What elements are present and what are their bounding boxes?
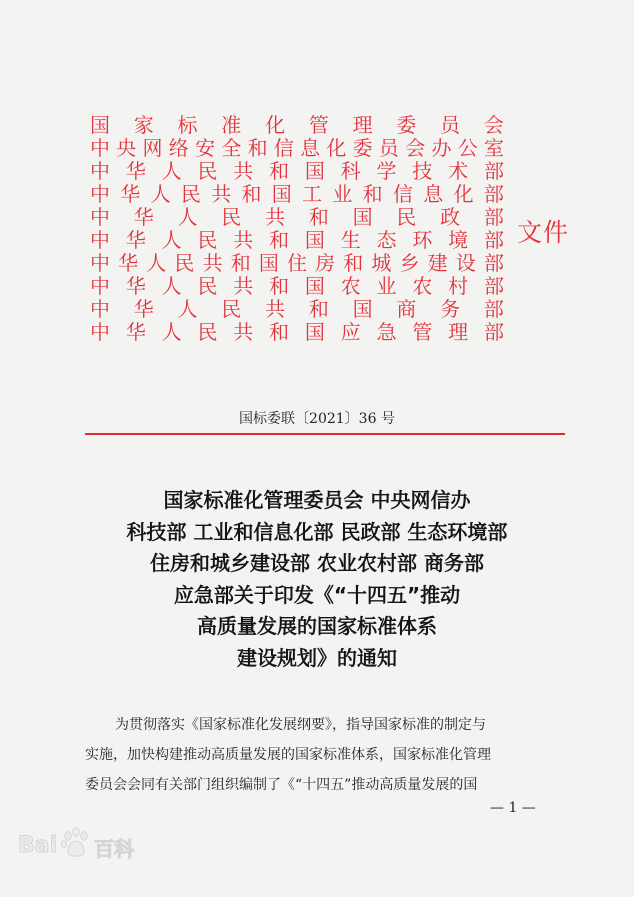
issuer-name bbox=[90, 206, 504, 229]
paw-logo-icon bbox=[60, 826, 92, 860]
issuer-char: 术 bbox=[448, 159, 469, 183]
issuer-char: 和 bbox=[269, 320, 290, 344]
issuer-name bbox=[90, 229, 504, 252]
document-number: 国标委联〔2021〕36 号 bbox=[239, 411, 395, 427]
issuer-char: 中 bbox=[90, 297, 110, 321]
issuer-char: 和 bbox=[269, 274, 290, 298]
issuer-char: 急 bbox=[376, 320, 397, 344]
issuer-char: 生 bbox=[340, 228, 361, 252]
issuer-char: 室 bbox=[483, 136, 504, 160]
issuer-char: 民 bbox=[197, 228, 218, 252]
issuer-char: 理 bbox=[352, 113, 373, 137]
issuer-char: 民 bbox=[197, 274, 218, 298]
issuer-name bbox=[90, 160, 504, 183]
issuer-char: 络 bbox=[168, 136, 189, 160]
issuer-char: 息 bbox=[300, 136, 321, 160]
issuer-char: 华 bbox=[125, 228, 146, 252]
issuer-char: 农 bbox=[340, 274, 361, 298]
issuer-char: 人 bbox=[161, 159, 182, 183]
issuer-char: 环 bbox=[412, 228, 433, 252]
issuer-char: 化 bbox=[453, 182, 474, 206]
issuer-char: 乡 bbox=[399, 251, 420, 275]
issuer-char: 和 bbox=[230, 251, 251, 275]
issuer-char: 境 bbox=[448, 228, 469, 252]
issuer-char: 公 bbox=[457, 136, 478, 160]
issuer-char: 员 bbox=[440, 113, 461, 137]
issuer-char: 和 bbox=[308, 297, 329, 321]
issuer-char: 委 bbox=[396, 113, 417, 137]
issuer-char: 华 bbox=[133, 297, 154, 321]
document-type-label: 文件 bbox=[517, 218, 570, 247]
body-line: 为贯彻落实《国家标准化发展纲要》，指导国家标准的制定与 bbox=[115, 717, 486, 733]
issuer-char: 员 bbox=[378, 136, 399, 160]
issuer-char: 共 bbox=[265, 297, 286, 321]
body-line: 委员会会同有关部门组织编制了《“十四五”推动高质量发展的国 bbox=[85, 777, 478, 793]
issuer-char: 部 bbox=[483, 297, 504, 321]
issuer-char: 共 bbox=[211, 182, 232, 206]
issuer-char: 国 bbox=[258, 251, 279, 275]
title-line: 高质量发展的国家标准体系 bbox=[197, 614, 437, 638]
issuer-char: 华 bbox=[133, 205, 154, 229]
issuer-char: 民 bbox=[396, 205, 417, 229]
issuer-char: 中 bbox=[90, 228, 110, 252]
issuer-char: 人 bbox=[150, 182, 171, 206]
issuer-char: 建 bbox=[427, 251, 448, 275]
issuer-char: 会 bbox=[483, 113, 504, 137]
issuer-char: 共 bbox=[233, 320, 254, 344]
issuer-char: 务 bbox=[440, 297, 461, 321]
issuer-char: 管 bbox=[412, 320, 433, 344]
issuer-char: 国 bbox=[304, 228, 325, 252]
issuer-char: 中 bbox=[90, 136, 110, 160]
issuer-char: 国 bbox=[304, 274, 325, 298]
issuer-list bbox=[90, 114, 504, 344]
issuer-char: 和 bbox=[362, 182, 383, 206]
issuer-char: 民 bbox=[197, 159, 218, 183]
issuer-char: 中 bbox=[90, 205, 110, 229]
issuer-char: 村 bbox=[448, 274, 469, 298]
issuer-char: 化 bbox=[326, 136, 347, 160]
title-line: 科技部 工业和信息化部 民政部 生态环境部 bbox=[126, 519, 508, 544]
issuer-name bbox=[90, 137, 504, 160]
issuer-char: 农 bbox=[412, 274, 433, 298]
issuer-char: 部 bbox=[483, 274, 504, 298]
issuer-char: 政 bbox=[440, 205, 461, 229]
issuer-char: 家 bbox=[133, 113, 154, 137]
issuer-name bbox=[90, 252, 504, 275]
issuer-char: 华 bbox=[125, 274, 146, 298]
issuer-char: 办 bbox=[431, 136, 452, 160]
title-line: 建设规划》的通知 bbox=[237, 645, 397, 670]
issuer-char: 人 bbox=[161, 320, 182, 344]
issuer-char: 科 bbox=[340, 159, 361, 183]
issuer-char: 标 bbox=[177, 113, 198, 137]
issuer-name bbox=[90, 321, 504, 344]
page-number: — 1 — bbox=[490, 800, 536, 816]
issuer-name bbox=[90, 114, 504, 137]
issuer-char: 民 bbox=[197, 320, 218, 344]
issuer-char: 中 bbox=[90, 274, 110, 298]
issuer-char: 城 bbox=[371, 251, 392, 275]
issuer-char: 业 bbox=[332, 182, 353, 206]
issuer-char: 人 bbox=[161, 274, 182, 298]
issuer-char: 人 bbox=[161, 228, 182, 252]
issuer-char: 华 bbox=[118, 251, 139, 275]
issuer-char: 民 bbox=[174, 251, 195, 275]
body-paragraph bbox=[85, 710, 565, 800]
issuer-char: 央 bbox=[116, 136, 137, 160]
issuer-char: 民 bbox=[221, 205, 242, 229]
issuer-char: 会 bbox=[405, 136, 426, 160]
issuer-char: 工 bbox=[302, 182, 323, 206]
issuer-char: 房 bbox=[315, 251, 336, 275]
title-line: 应急部关于印发《“十四五”推动 bbox=[173, 582, 461, 607]
issuer-char: 国 bbox=[352, 297, 373, 321]
issuer-char: 安 bbox=[195, 136, 216, 160]
issuer-char: 国 bbox=[90, 113, 110, 137]
issuer-char: 技 bbox=[412, 159, 433, 183]
issuer-char: 理 bbox=[448, 320, 469, 344]
issuer-char: 部 bbox=[483, 182, 504, 206]
issuer-char: 应 bbox=[340, 320, 361, 344]
issuer-char: 华 bbox=[120, 182, 141, 206]
issuer-char: 化 bbox=[265, 113, 286, 137]
body-line: 实施，加快构建推动高质量发展的国家标准体系，国家标准化管理 bbox=[85, 747, 491, 763]
issuer-name bbox=[90, 275, 504, 298]
issuer-char: 信 bbox=[273, 136, 294, 160]
issuer-char: 人 bbox=[177, 297, 198, 321]
issuer-char: 国 bbox=[304, 159, 325, 183]
issuer-char: 共 bbox=[202, 251, 223, 275]
issuer-char: 和 bbox=[343, 251, 364, 275]
issuer-char: 准 bbox=[221, 113, 242, 137]
watermark-text: 百科 bbox=[94, 837, 134, 861]
issuer-name bbox=[90, 298, 504, 321]
issuer-char: 和 bbox=[247, 136, 268, 160]
issuer-char: 国 bbox=[352, 205, 373, 229]
issuer-char: 业 bbox=[376, 274, 397, 298]
issuer-char: 和 bbox=[308, 205, 329, 229]
issuer-char: 共 bbox=[265, 205, 286, 229]
document-title bbox=[0, 485, 634, 674]
issuer-char: 国 bbox=[304, 320, 325, 344]
issuer-char: 中 bbox=[90, 159, 110, 183]
issuer-char: 部 bbox=[483, 159, 504, 183]
issuer-char: 管 bbox=[308, 113, 329, 137]
issuer-char: 共 bbox=[233, 274, 254, 298]
issuer-char: 和 bbox=[241, 182, 262, 206]
issuer-char: 中 bbox=[90, 320, 110, 344]
issuer-char: 和 bbox=[269, 159, 290, 183]
issuer-char: 商 bbox=[396, 297, 417, 321]
issuer-char: 共 bbox=[233, 159, 254, 183]
issuer-char: 设 bbox=[455, 251, 476, 275]
issuer-char: 态 bbox=[376, 228, 397, 252]
issuer-char: 部 bbox=[483, 205, 504, 229]
issuer-char: 共 bbox=[233, 228, 254, 252]
issuer-char: 部 bbox=[483, 228, 504, 252]
watermark-text: Bai bbox=[18, 833, 58, 858]
issuer-char: 部 bbox=[483, 251, 504, 275]
issuer-char: 国 bbox=[271, 182, 292, 206]
issuer-char: 全 bbox=[221, 136, 242, 160]
issuer-char: 中 bbox=[90, 182, 110, 206]
issuer-char: 民 bbox=[180, 182, 201, 206]
issuer-char: 网 bbox=[142, 136, 163, 160]
issuer-char: 委 bbox=[352, 136, 373, 160]
title-line: 国家标准化管理委员会 中央网信办 bbox=[163, 488, 471, 512]
issuer-char: 人 bbox=[177, 205, 198, 229]
issuer-char: 华 bbox=[125, 159, 146, 183]
issuer-char: 民 bbox=[221, 297, 242, 321]
title-line: 住房和城乡建设部 农业农村部 商务部 bbox=[150, 551, 484, 575]
red-divider-line bbox=[85, 433, 565, 435]
issuer-char: 人 bbox=[146, 251, 167, 275]
issuer-char: 华 bbox=[125, 320, 146, 344]
issuer-char: 住 bbox=[286, 251, 307, 275]
issuer-char: 中 bbox=[90, 251, 110, 275]
issuer-char: 息 bbox=[423, 182, 444, 206]
issuer-name bbox=[90, 183, 504, 206]
issuer-char: 信 bbox=[392, 182, 413, 206]
issuer-char: 和 bbox=[269, 228, 290, 252]
issuer-char: 学 bbox=[376, 159, 397, 183]
issuer-char: 部 bbox=[483, 320, 504, 344]
watermark bbox=[18, 826, 148, 862]
